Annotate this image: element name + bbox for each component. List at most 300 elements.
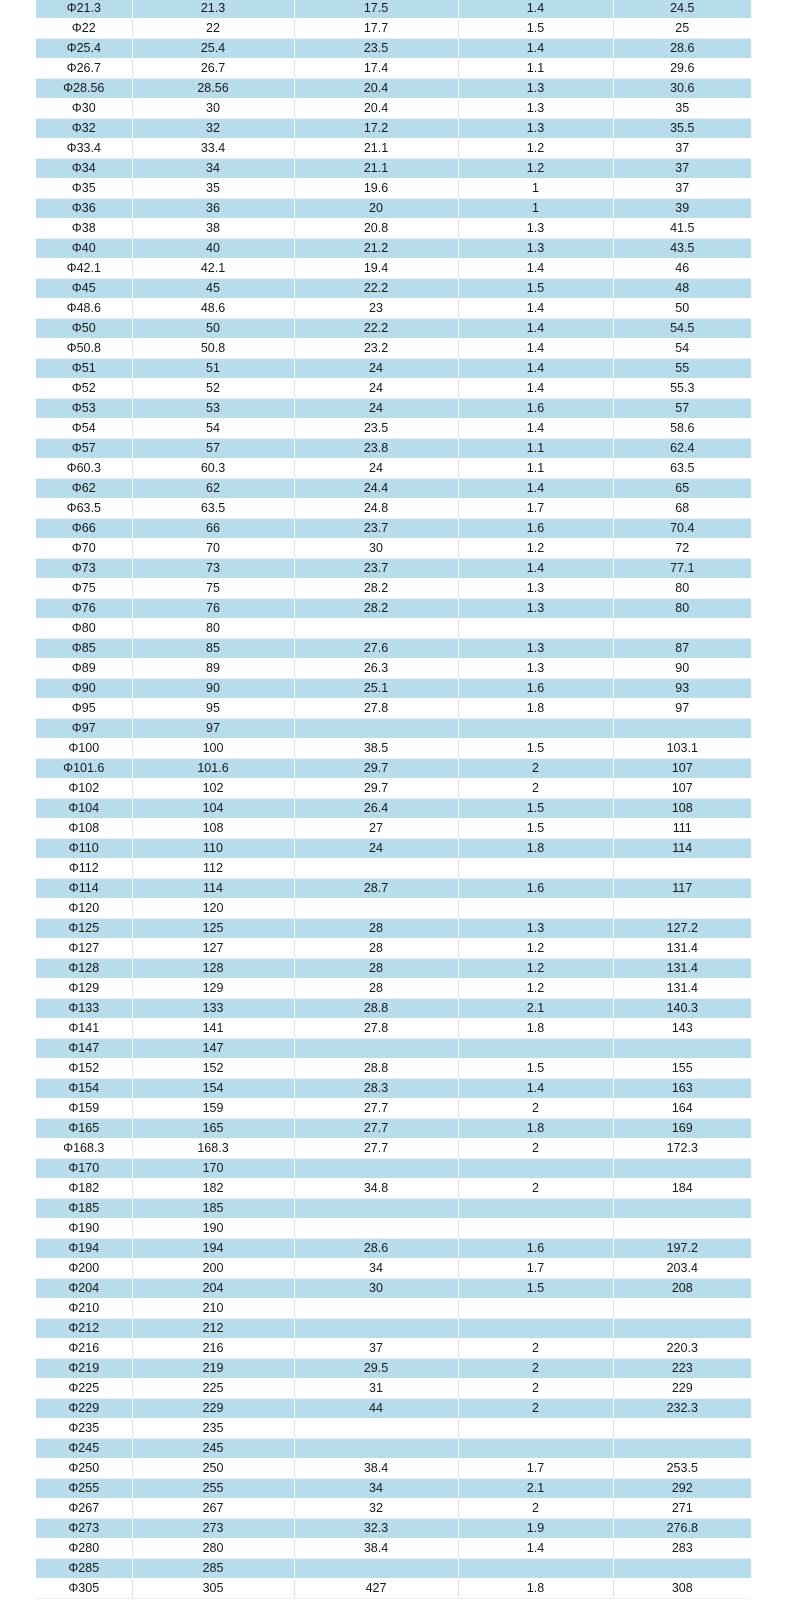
table-row — [36, 419, 751, 439]
table-cell-col2: 45 — [132, 279, 294, 299]
table-cell-col2: 35 — [132, 179, 294, 199]
table-cell-col1: Φ280 — [36, 1539, 132, 1559]
table-cell-col5: 65 — [613, 479, 751, 499]
table-cell-col2: 51 — [132, 359, 294, 379]
table-cell-col3: 20.4 — [294, 99, 458, 119]
table-cell-col2: 194 — [132, 1239, 294, 1259]
table-cell-col5: 164 — [613, 1099, 751, 1119]
table-cell-col3: 27.8 — [294, 699, 458, 719]
table-cell-col2: 110 — [132, 839, 294, 859]
table-cell-col5: 50 — [613, 299, 751, 319]
table-cell-col2: 219 — [132, 1359, 294, 1379]
table-cell-col3: 19.4 — [294, 259, 458, 279]
table-row — [36, 1079, 751, 1099]
table-cell-col5: 276.8 — [613, 1519, 751, 1539]
table-cell-col5: 169 — [613, 1119, 751, 1139]
table-cell-col4: 1.6 — [458, 1239, 613, 1259]
table-cell-col5 — [613, 619, 751, 639]
table-cell-col4: 2 — [458, 1399, 613, 1419]
table-cell-col5: 37 — [613, 179, 751, 199]
table-row — [36, 99, 751, 119]
table-cell-col4 — [458, 1439, 613, 1459]
table-row — [36, 739, 751, 759]
table-cell-col4 — [458, 899, 613, 919]
table-cell-col3: 17.4 — [294, 59, 458, 79]
table-row — [36, 1139, 751, 1159]
table-cell-col4: 1.5 — [458, 799, 613, 819]
table-cell-col3: 23.2 — [294, 339, 458, 359]
table-cell-col1: Φ53 — [36, 399, 132, 419]
table-cell-col3: 27.7 — [294, 1099, 458, 1119]
table-cell-col1: Φ36 — [36, 199, 132, 219]
table-row — [36, 879, 751, 899]
table-cell-col4: 1.4 — [458, 559, 613, 579]
table-cell-col1: Φ204 — [36, 1279, 132, 1299]
table-row — [36, 1359, 751, 1379]
table-cell-col1: Φ285 — [36, 1559, 132, 1579]
table-cell-col4: 2.1 — [458, 999, 613, 1019]
table-cell-col3: 28.7 — [294, 879, 458, 899]
table-cell-col5: 108 — [613, 799, 751, 819]
table-row — [36, 999, 751, 1019]
table-cell-col5: 35 — [613, 99, 751, 119]
table-cell-col5: 107 — [613, 779, 751, 799]
table-row — [36, 1019, 751, 1039]
table-cell-col3: 44 — [294, 1399, 458, 1419]
table-cell-col4 — [458, 1159, 613, 1179]
table-cell-col3: 17.5 — [294, 0, 458, 19]
table-cell-col3: 38.5 — [294, 739, 458, 759]
table-cell-col3: 30 — [294, 539, 458, 559]
table-cell-col5: 55.3 — [613, 379, 751, 399]
table-cell-col2: 57 — [132, 439, 294, 459]
table-cell-col1: Φ32 — [36, 119, 132, 139]
table-cell-col1: Φ95 — [36, 699, 132, 719]
table-cell-col3: 38.4 — [294, 1459, 458, 1479]
table-cell-col2: 97 — [132, 719, 294, 739]
table-row — [36, 939, 751, 959]
table-cell-col2: 108 — [132, 819, 294, 839]
table-cell-col1: Φ219 — [36, 1359, 132, 1379]
table-cell-col1: Φ40 — [36, 239, 132, 259]
table-cell-col4 — [458, 1419, 613, 1439]
table-cell-col3: 28 — [294, 979, 458, 999]
table-row — [36, 539, 751, 559]
table-row — [36, 239, 751, 259]
table-cell-col1: Φ108 — [36, 819, 132, 839]
table-cell-col1: Φ210 — [36, 1299, 132, 1319]
table-cell-col3: 28.3 — [294, 1079, 458, 1099]
table-cell-col2: 152 — [132, 1059, 294, 1079]
table-cell-col5: 197.2 — [613, 1239, 751, 1259]
table-cell-col3: 31 — [294, 1379, 458, 1399]
table-cell-col4: 1.4 — [458, 419, 613, 439]
table-cell-col5 — [613, 1219, 751, 1239]
table-cell-col3 — [294, 1419, 458, 1439]
table-cell-col5: 24.5 — [613, 0, 751, 19]
table-cell-col1: Φ33.4 — [36, 139, 132, 159]
table-row — [36, 519, 751, 539]
table-cell-col1: Φ141 — [36, 1019, 132, 1039]
table-row — [36, 639, 751, 659]
table-cell-col2: 212 — [132, 1319, 294, 1339]
table-row — [36, 1539, 751, 1559]
table-cell-col1: Φ127 — [36, 939, 132, 959]
table-row — [36, 499, 751, 519]
table-cell-col2: 50.8 — [132, 339, 294, 359]
table-cell-col1: Φ190 — [36, 1219, 132, 1239]
table-cell-col3 — [294, 1039, 458, 1059]
table-cell-col1: Φ89 — [36, 659, 132, 679]
table-cell-col4: 1.8 — [458, 1119, 613, 1139]
table-cell-col4: 2 — [458, 1379, 613, 1399]
table-cell-col2: 95 — [132, 699, 294, 719]
table-row — [36, 279, 751, 299]
table-cell-col2: 33.4 — [132, 139, 294, 159]
table-cell-col1: Φ182 — [36, 1179, 132, 1199]
table-cell-col1: Φ22 — [36, 19, 132, 39]
table-cell-col3: 38.4 — [294, 1539, 458, 1559]
table-cell-col3: 19.6 — [294, 179, 458, 199]
table-cell-col3: 17.2 — [294, 119, 458, 139]
table-cell-col3: 22.2 — [294, 279, 458, 299]
table-cell-col3: 20.8 — [294, 219, 458, 239]
table-cell-col2: 285 — [132, 1559, 294, 1579]
table-cell-col1: Φ133 — [36, 999, 132, 1019]
table-row — [36, 299, 751, 319]
table-cell-col1: Φ30 — [36, 99, 132, 119]
table-cell-col3: 28.6 — [294, 1239, 458, 1259]
table-cell-col2: 204 — [132, 1279, 294, 1299]
table-cell-col3: 23.7 — [294, 559, 458, 579]
table-cell-col2: 114 — [132, 879, 294, 899]
table-cell-col3: 29.5 — [294, 1359, 458, 1379]
table-cell-col2: 170 — [132, 1159, 294, 1179]
table-row — [36, 159, 751, 179]
table-row — [36, 1439, 751, 1459]
table-cell-col2: 32 — [132, 119, 294, 139]
table-cell-col4: 1.3 — [458, 219, 613, 239]
table-row — [36, 459, 751, 479]
table-cell-col2: 102 — [132, 779, 294, 799]
table-cell-col3: 28 — [294, 939, 458, 959]
table-cell-col5: 58.6 — [613, 419, 751, 439]
table-cell-col1: Φ90 — [36, 679, 132, 699]
table-cell-col4: 1.8 — [458, 1019, 613, 1039]
table-cell-col5: 54 — [613, 339, 751, 359]
table-cell-col1: Φ200 — [36, 1259, 132, 1279]
table-cell-col4 — [458, 619, 613, 639]
table-row — [36, 559, 751, 579]
table-cell-col4: 1.4 — [458, 339, 613, 359]
table-row — [36, 479, 751, 499]
table-cell-col5 — [613, 719, 751, 739]
table-cell-col2: 165 — [132, 1119, 294, 1139]
table-cell-col2: 73 — [132, 559, 294, 579]
table-cell-col1: Φ216 — [36, 1339, 132, 1359]
table-cell-col5: 30.6 — [613, 79, 751, 99]
table-cell-col2: 128 — [132, 959, 294, 979]
table-cell-col3: 23.5 — [294, 39, 458, 59]
table-cell-col4: 1.8 — [458, 1579, 613, 1599]
table-row — [36, 1519, 751, 1539]
table-cell-col5: 37 — [613, 159, 751, 179]
table-cell-col1: Φ159 — [36, 1099, 132, 1119]
table-cell-col2: 133 — [132, 999, 294, 1019]
table-cell-col2: 159 — [132, 1099, 294, 1119]
table-cell-col4: 2 — [458, 1099, 613, 1119]
table-cell-col5: 114 — [613, 839, 751, 859]
table-cell-col4: 2 — [458, 1339, 613, 1359]
table-cell-col4: 1.6 — [458, 679, 613, 699]
table-cell-col5: 55 — [613, 359, 751, 379]
table-cell-col5: 208 — [613, 1279, 751, 1299]
table-cell-col4: 1.1 — [458, 59, 613, 79]
table-row — [36, 1039, 751, 1059]
table-cell-col3 — [294, 1219, 458, 1239]
table-row — [36, 1579, 751, 1599]
table-cell-col1: Φ50.8 — [36, 339, 132, 359]
table-cell-col2: 63.5 — [132, 499, 294, 519]
table-cell-col3: 24 — [294, 459, 458, 479]
table-cell-col2: 125 — [132, 919, 294, 939]
table-cell-col5 — [613, 1159, 751, 1179]
table-cell-col1: Φ225 — [36, 1379, 132, 1399]
table-cell-col5 — [613, 1419, 751, 1439]
table-cell-col2: 112 — [132, 859, 294, 879]
table-cell-col3: 23 — [294, 299, 458, 319]
table-cell-col5: 220.3 — [613, 1339, 751, 1359]
table-cell-col4 — [458, 1299, 613, 1319]
table-cell-col3 — [294, 859, 458, 879]
table-cell-col5: 308 — [613, 1579, 751, 1599]
table-cell-col5: 292 — [613, 1479, 751, 1499]
table-row — [36, 1099, 751, 1119]
table-cell-col1: Φ35 — [36, 179, 132, 199]
table-cell-col1: Φ129 — [36, 979, 132, 999]
table-row — [36, 379, 751, 399]
table-cell-col5: 172.3 — [613, 1139, 751, 1159]
table-cell-col2: 129 — [132, 979, 294, 999]
table-cell-col3: 24 — [294, 399, 458, 419]
table-cell-col2: 89 — [132, 659, 294, 679]
table-cell-col4: 1.4 — [458, 0, 613, 19]
table-cell-col4: 1.3 — [458, 919, 613, 939]
table-cell-col1: Φ229 — [36, 1399, 132, 1419]
table-cell-col4: 1.3 — [458, 99, 613, 119]
table-row — [36, 959, 751, 979]
table-cell-col1: Φ100 — [36, 739, 132, 759]
table-row — [36, 339, 751, 359]
table-cell-col4 — [458, 1039, 613, 1059]
table-row — [36, 1219, 751, 1239]
table-cell-col3: 20 — [294, 199, 458, 219]
table-cell-col1: Φ21.3 — [36, 0, 132, 19]
table-cell-col1: Φ212 — [36, 1319, 132, 1339]
table-cell-col3: 23.5 — [294, 419, 458, 439]
table-cell-col4: 1.7 — [458, 1259, 613, 1279]
table-cell-col2: 200 — [132, 1259, 294, 1279]
table-cell-col1: Φ70 — [36, 539, 132, 559]
table-cell-col5: 25 — [613, 19, 751, 39]
table-cell-col4: 1.7 — [458, 1459, 613, 1479]
table-cell-col5: 103.1 — [613, 739, 751, 759]
table-row — [36, 659, 751, 679]
table-cell-col5: 62.4 — [613, 439, 751, 459]
table-row — [36, 79, 751, 99]
table-cell-col3: 17.7 — [294, 19, 458, 39]
table-cell-col2: 22 — [132, 19, 294, 39]
table-cell-col4: 1.2 — [458, 159, 613, 179]
table-row — [36, 59, 751, 79]
table-cell-col3: 37 — [294, 1339, 458, 1359]
table-cell-col2: 90 — [132, 679, 294, 699]
table-row — [36, 679, 751, 699]
table-cell-col3: 21.2 — [294, 239, 458, 259]
table-cell-col1: Φ104 — [36, 799, 132, 819]
table-cell-col5: 68 — [613, 499, 751, 519]
table-cell-col5: 111 — [613, 819, 751, 839]
table-cell-col2: 127 — [132, 939, 294, 959]
table-cell-col4: 1.6 — [458, 879, 613, 899]
table-cell-col3: 23.7 — [294, 519, 458, 539]
table-cell-col1: Φ60.3 — [36, 459, 132, 479]
table-cell-col4: 1 — [458, 199, 613, 219]
table-cell-col3: 32 — [294, 1499, 458, 1519]
table-row — [36, 1299, 751, 1319]
table-cell-col1: Φ273 — [36, 1519, 132, 1539]
table-cell-col5: 283 — [613, 1539, 751, 1559]
table-cell-col3 — [294, 1299, 458, 1319]
table-cell-col2: 38 — [132, 219, 294, 239]
table-row — [36, 219, 751, 239]
table-cell-col4: 1.3 — [458, 239, 613, 259]
table-cell-col3: 26.3 — [294, 659, 458, 679]
table-cell-col2: 120 — [132, 899, 294, 919]
table-cell-col2: 154 — [132, 1079, 294, 1099]
table-row — [36, 19, 751, 39]
table-cell-col1: Φ152 — [36, 1059, 132, 1079]
table-row — [36, 119, 751, 139]
table-cell-col2: 70 — [132, 539, 294, 559]
table-cell-col3: 28 — [294, 919, 458, 939]
table-cell-col5: 131.4 — [613, 959, 751, 979]
table-cell-col3: 34.8 — [294, 1179, 458, 1199]
table-cell-col4: 1.4 — [458, 359, 613, 379]
table-row — [36, 1059, 751, 1079]
table-cell-col2: 80 — [132, 619, 294, 639]
table-cell-col5: 43.5 — [613, 239, 751, 259]
table-cell-col4: 1.5 — [458, 739, 613, 759]
table-cell-col1: Φ250 — [36, 1459, 132, 1479]
table-row — [36, 1159, 751, 1179]
table-cell-col5: 117 — [613, 879, 751, 899]
table-cell-col2: 40 — [132, 239, 294, 259]
table-cell-col2: 50 — [132, 319, 294, 339]
table-cell-col2: 26.7 — [132, 59, 294, 79]
table-cell-col2: 305 — [132, 1579, 294, 1599]
table-cell-col1: Φ170 — [36, 1159, 132, 1179]
table-cell-col4: 1.5 — [458, 1059, 613, 1079]
table-cell-col1: Φ66 — [36, 519, 132, 539]
table-cell-col4: 1.3 — [458, 119, 613, 139]
table-cell-col3: 29.7 — [294, 779, 458, 799]
table-cell-col3: 23.8 — [294, 439, 458, 459]
table-row — [36, 799, 751, 819]
table-cell-col5: 28.6 — [613, 39, 751, 59]
table-cell-col1: Φ267 — [36, 1499, 132, 1519]
table-cell-col4: 1.3 — [458, 579, 613, 599]
table-cell-col3 — [294, 1319, 458, 1339]
table-cell-col4: 1.3 — [458, 659, 613, 679]
table-cell-col2: 66 — [132, 519, 294, 539]
table-cell-col1: Φ80 — [36, 619, 132, 639]
table-cell-col2: 190 — [132, 1219, 294, 1239]
table-cell-col1: Φ26.7 — [36, 59, 132, 79]
table-cell-col1: Φ194 — [36, 1239, 132, 1259]
table-cell-col2: 280 — [132, 1539, 294, 1559]
table-cell-col5: 77.1 — [613, 559, 751, 579]
table-cell-col4: 1.3 — [458, 79, 613, 99]
spec-table — [36, 0, 751, 1599]
table-cell-col1: Φ154 — [36, 1079, 132, 1099]
table-cell-col5: 107 — [613, 759, 751, 779]
table-cell-col2: 225 — [132, 1379, 294, 1399]
table-cell-col2: 21.3 — [132, 0, 294, 19]
table-row — [36, 699, 751, 719]
table-cell-col5: 253.5 — [613, 1459, 751, 1479]
table-cell-col2: 182 — [132, 1179, 294, 1199]
table-cell-col1: Φ101.6 — [36, 759, 132, 779]
table-cell-col4: 1.4 — [458, 319, 613, 339]
table-cell-col2: 75 — [132, 579, 294, 599]
table-cell-col4: 1.4 — [458, 1079, 613, 1099]
spec-table-body — [36, 0, 751, 1599]
table-cell-col5: 131.4 — [613, 979, 751, 999]
table-cell-col3: 28.2 — [294, 579, 458, 599]
table-cell-col3: 30 — [294, 1279, 458, 1299]
table-cell-col2: 100 — [132, 739, 294, 759]
table-cell-col5: 54.5 — [613, 319, 751, 339]
table-cell-col1: Φ34 — [36, 159, 132, 179]
table-cell-col5 — [613, 1559, 751, 1579]
table-row — [36, 1119, 751, 1139]
table-row — [36, 1239, 751, 1259]
table-cell-col2: 245 — [132, 1439, 294, 1459]
table-cell-col5: 37 — [613, 139, 751, 159]
table-cell-col3 — [294, 899, 458, 919]
table-cell-col3: 24.8 — [294, 499, 458, 519]
table-cell-col3: 20.4 — [294, 79, 458, 99]
table-cell-col3: 28.2 — [294, 599, 458, 619]
table-cell-col2: 60.3 — [132, 459, 294, 479]
table-row — [36, 719, 751, 739]
table-row — [36, 839, 751, 859]
table-cell-col1: Φ63.5 — [36, 499, 132, 519]
table-cell-col4: 1.6 — [458, 399, 613, 419]
table-cell-col3: 27.7 — [294, 1119, 458, 1139]
table-cell-col1: Φ245 — [36, 1439, 132, 1459]
table-cell-col4: 1.3 — [458, 639, 613, 659]
table-cell-col1: Φ42.1 — [36, 259, 132, 279]
table-cell-col5: 223 — [613, 1359, 751, 1379]
table-row — [36, 579, 751, 599]
table-cell-col5: 93 — [613, 679, 751, 699]
table-cell-col4: 1.4 — [458, 379, 613, 399]
table-cell-col5: 229 — [613, 1379, 751, 1399]
table-cell-col4 — [458, 719, 613, 739]
table-cell-col3: 28.8 — [294, 1059, 458, 1079]
